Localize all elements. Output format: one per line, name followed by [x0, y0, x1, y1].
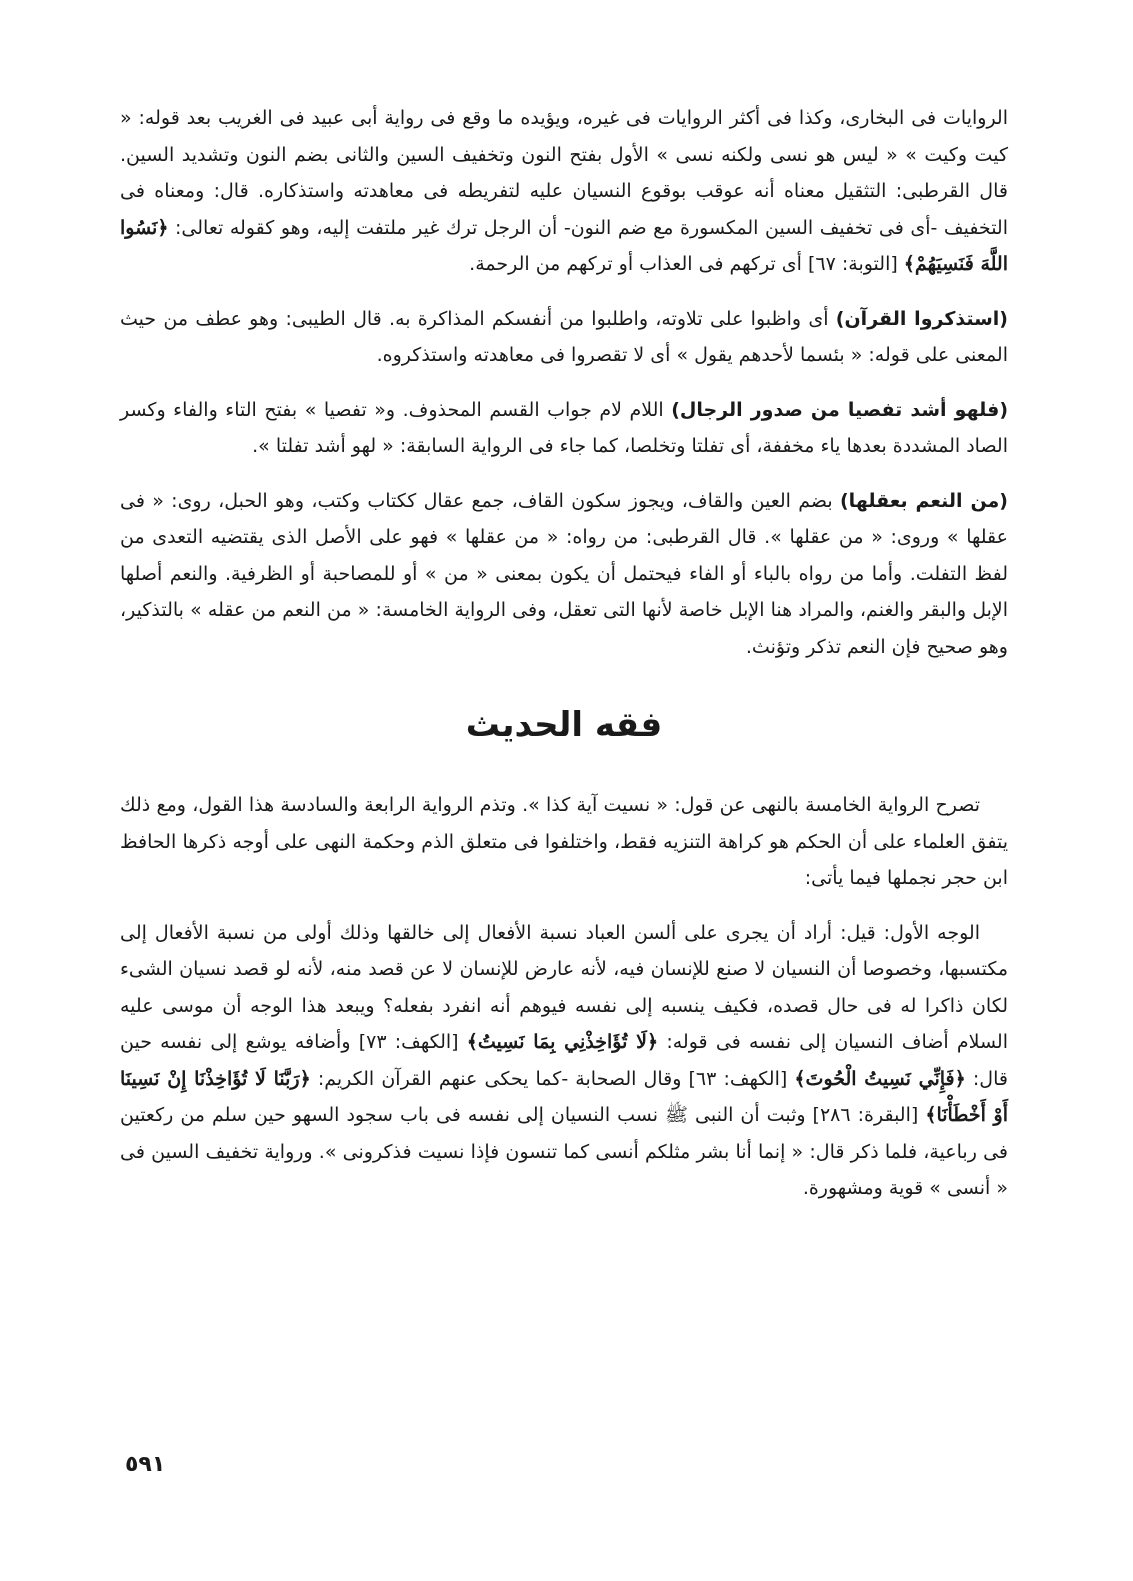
- paragraph-4: [120, 483, 1008, 666]
- paragraph-4-heading: (من النعم بعقلها): [840, 489, 1008, 512]
- paragraph-6: [120, 915, 1008, 1207]
- paragraph-4-text: بضم العين والقاف، ويجوز سكون القاف، جمع عقال ككتاب وكتب، وهو الحبل، روى: « فى عقلها » وروى: « من عقلها ». قال القرطبى: من رواه: « من عقلها » فهو على الأصل الذى يقتضيه التعدى من لفظ التفلت. وأما من رواه بالباء أو الفاء فيحتمل أن يكون بمعنى « من » أو للمصاحبة أو الظرفية. والنعم أصلها الإبل والبقر والغنم، والمراد هنا الإبل خاصة لأنها التى تعقل، وفى الرواية الخامسة: « من النعم من عقله » بالتذكير، وهو صحيح فإن النعم تذكر وتؤنث.: [120, 489, 1008, 658]
- quran-verse-tawbah: ﴿نَسُوا اللَّهَ فَنَسِيَهُمْ﴾: [120, 216, 1008, 275]
- page-body: [120, 100, 1008, 1207]
- paragraph-6-text-d: [البقرة: ٢٨٦] وثبت أن النبى ﷺ نسب النسيان إلى نفسه فى باب سجود السهو حين سلم من ركعتين فى رباعية، فلما ذكر قال: « إنما أنا بشر مثلكم أنسى كما تنسون فإذا نسيت فذكرونى ». ورواية تخفيف السين فى « أنسى » قوية ومشهورة.: [120, 1104, 1008, 1199]
- paragraph-1-text-b: [التوبة: ٦٧] أى تركهم فى العذاب أو تركهم من الرحمة.: [469, 253, 904, 275]
- quran-verse-kahf-63: ﴿فَإِنِّي نَسِيتُ الْحُوتَ﴾: [794, 1067, 966, 1090]
- paragraph-3: [120, 392, 1008, 465]
- section-heading: فقه الحديث: [465, 705, 663, 745]
- paragraph-1: [120, 100, 1008, 283]
- paragraph-2: [120, 301, 1008, 374]
- paragraph-6-text-a: الوجه الأول: قيل: أراد أن يجرى على ألسن العباد نسبة الأفعال إلى خالقها وذلك أولى من نسبة الأفعال إلى مكتسبها، وخصوصا أن النسيان لا صنع للإنسان فيه، لأنه عارض للإنسان لا عن قصد منه، لأنه لو قصد نسيان الشىء لكان ذاكرا له فى حال قصده، فكيف ينسبه إلى نفسه فيوهم أنه انفرد بفعله؟ ويبعد هذا الوجه أن موسى عليه السلام أضاف النسيان إلى نفسه فى قوله:: [120, 921, 1008, 1053]
- paragraph-2-heading: (استذكروا القرآن): [835, 307, 1008, 330]
- paragraph-5-text: تصرح الرواية الخامسة بالنهى عن قول: « نسيت آية كذا ». وتذم الرواية الرابعة والسادسة هذا القول، ومع ذلك يتفق العلماء على أن الحكم هو كراهة التنزيه فقط، واختلفوا فى متعلق الذم وحكمة النهى على أوجه ذكرها الحافظ ابن حجر نجملها فيما يأتى:: [120, 794, 1008, 889]
- paragraph-6-text-c: [الكهف: ٦٣] وقال الصحابة -كما يحكى عنهم القرآن الكريم:: [310, 1067, 795, 1090]
- paragraph-1-text-a: الروايات فى البخارى، وكذا فى أكثر الروايات فى غيره، ويؤيده ما وقع فى رواية أبى عبيد فى الغريب بعد قوله: « كيت وكيت » « ليس هو نسى ولكنه نسى » الأول بفتح النون وتخفيف السين والثانى بضم النون وتشديد السين. قال القرطبى: التثقيل معناه أنه عوقب بوقوع النسيان عليه لتفريطه فى معاهدته واستذكاره. قال: ومعناه فى التخفيف -أى فى تخفيف السين المكسورة مع ضم النون- أن الرجل ترك غير ملتفت إليه، وهو كقوله تعالى:: [120, 107, 1008, 239]
- paragraph-2-text: أى واظبوا على تلاوته، واطلبوا من أنفسكم المذاكرة به. قال الطيبى: وهو عطف من حيث المعنى على قوله: « بئسما لأحدهم يقول » أى لا تقصروا فى معاهدته واستذكروه.: [120, 307, 1008, 366]
- paragraph-3-text: اللام لام جواب القسم المحذوف. و« تفصيا » بفتح التاء والفاء وكسر الصاد المشددة بعدها ياء مخففة، أى تفلتا وتخلصا، كما جاء فى الرواية السابقة: « لهو أشد تفلتا ».: [120, 398, 1008, 457]
- page-number: ٥٩١: [125, 1452, 166, 1477]
- paragraph-3-heading: (فلهو أشد تفصيا من صدور الرجال): [671, 398, 1008, 421]
- quran-verse-baqarah-286: ﴿رَبَّنَا لَا تُؤَاخِذْنَا إِنْ نَسِينَا أَوْ أَخْطَأْنَا﴾: [120, 1067, 1008, 1126]
- paragraph-5: [120, 787, 1008, 897]
- paragraph-6-text-b: [الكهف: ٧٣] وأضافه يوشع إلى نفسه حين قال:: [120, 1031, 1008, 1090]
- quran-verse-kahf-73: ﴿لَا تُؤَاخِذْنِي بِمَا نَسِيتُ﴾: [466, 1031, 659, 1053]
